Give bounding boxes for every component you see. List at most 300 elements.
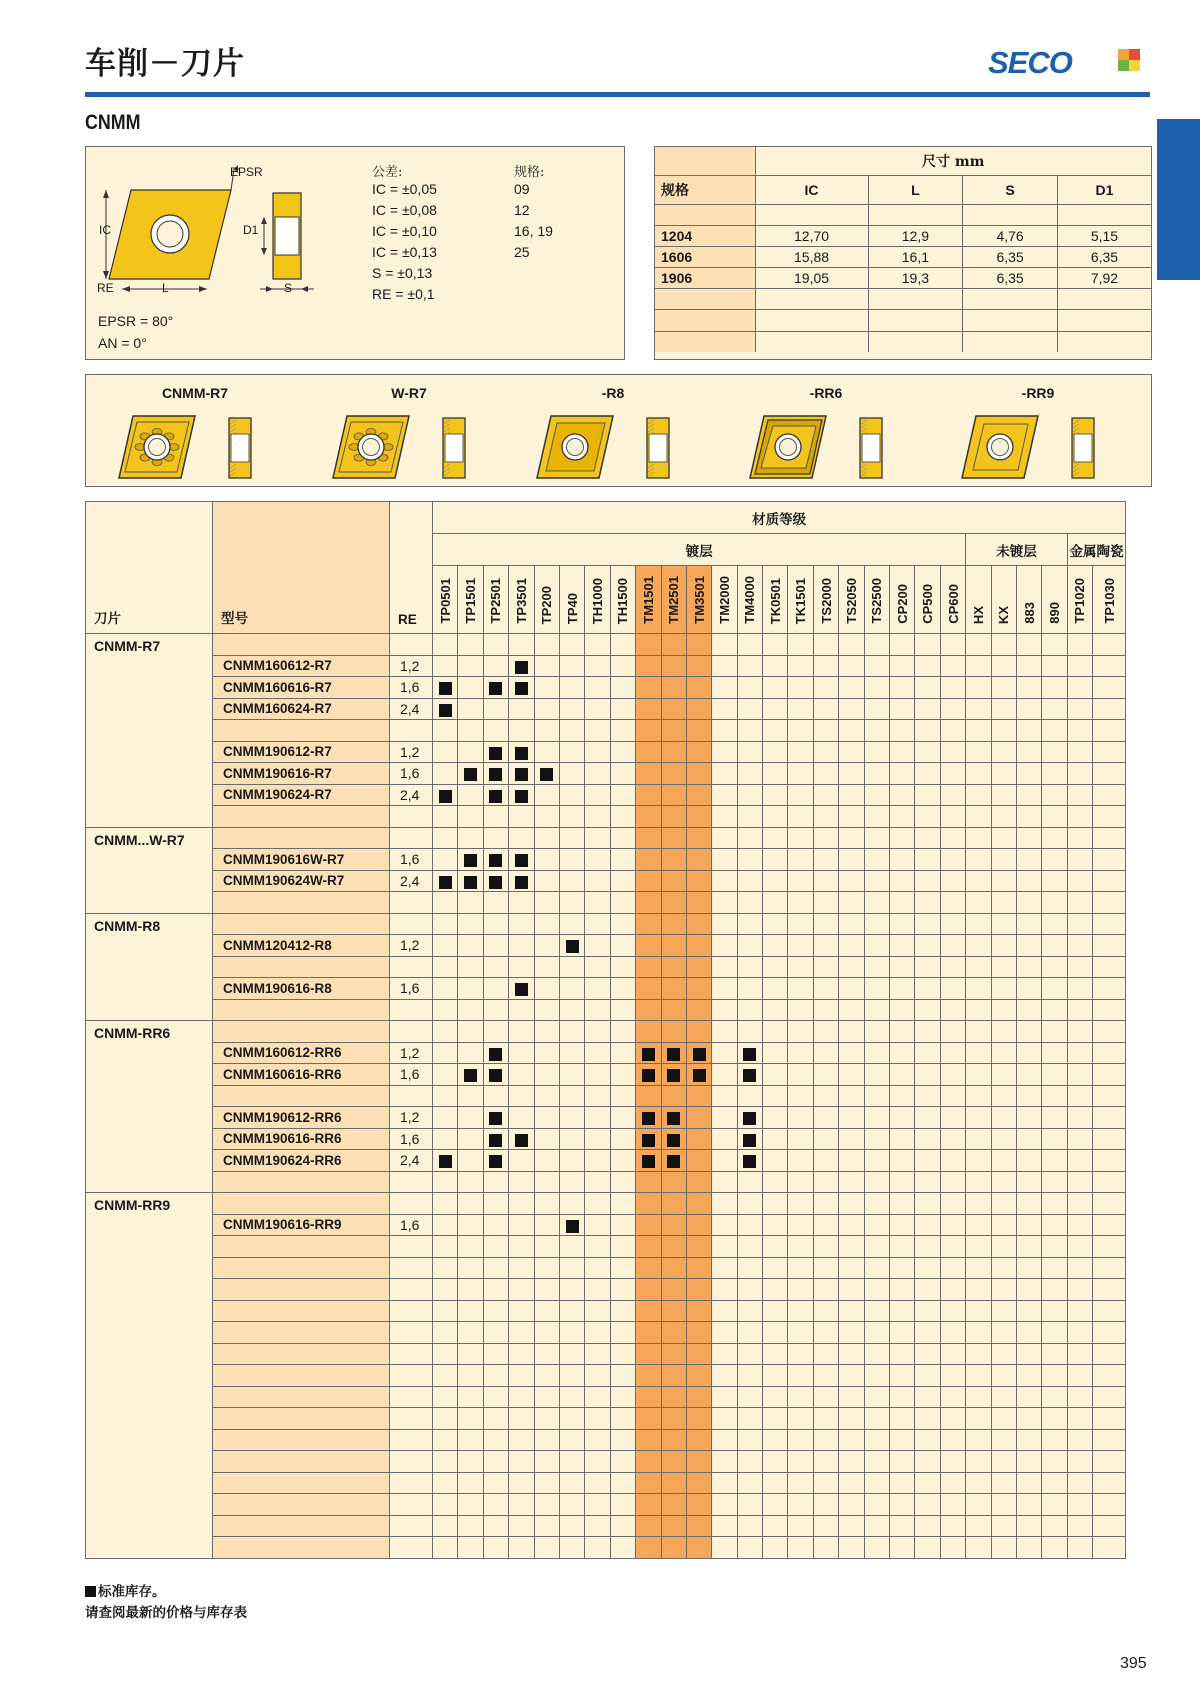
grade-cell xyxy=(610,1085,635,1107)
grade-cell xyxy=(991,1236,1016,1258)
grade-column-header xyxy=(1042,566,1067,634)
grade-cell xyxy=(458,763,483,785)
grade-cell xyxy=(940,1322,965,1344)
model-name: CNMM190616-RR9 xyxy=(223,1217,342,1233)
grade-cell xyxy=(839,1128,864,1150)
grade-cell xyxy=(636,978,661,1000)
grade-cell xyxy=(686,978,711,1000)
grade-cell xyxy=(915,978,940,1000)
grade-cell xyxy=(890,1494,915,1516)
grade-cell xyxy=(433,1386,458,1408)
stock-mark-icon xyxy=(566,1220,579,1233)
re-cell: 2,4 xyxy=(390,784,433,806)
grade-cell xyxy=(610,1236,635,1258)
grade-cell xyxy=(991,827,1016,849)
grade-cell xyxy=(1067,763,1092,785)
grade-cell xyxy=(890,1236,915,1258)
grade-cell xyxy=(966,849,991,871)
grade-cell xyxy=(686,806,711,828)
grade-cell xyxy=(1016,870,1041,892)
grade-cell xyxy=(433,1042,458,1064)
grade-cell xyxy=(458,1365,483,1387)
grade-cell xyxy=(686,1365,711,1387)
grade-cell xyxy=(940,1107,965,1129)
grade-cell xyxy=(610,1386,635,1408)
grade-cell xyxy=(712,784,737,806)
grade-cell xyxy=(559,1064,584,1086)
grade-cell xyxy=(813,1365,838,1387)
grade-cell xyxy=(585,741,610,763)
grade-cell xyxy=(636,1042,661,1064)
grade-cell xyxy=(458,1494,483,1516)
grade-cell xyxy=(788,1021,813,1043)
grade-cell xyxy=(1016,1537,1041,1559)
grade-cell xyxy=(1093,1150,1126,1172)
table-row xyxy=(86,1494,1126,1516)
grade-cell xyxy=(661,870,686,892)
grade-cell xyxy=(661,1214,686,1236)
grade-cell xyxy=(610,1021,635,1043)
grade-cell xyxy=(534,978,559,1000)
grade-cell xyxy=(839,1322,864,1344)
grade-cell xyxy=(610,935,635,957)
grade-cell xyxy=(686,1472,711,1494)
grade-cell xyxy=(636,1386,661,1408)
grade-cell xyxy=(1016,935,1041,957)
grade-cell xyxy=(1016,1408,1041,1430)
grade-cell xyxy=(1093,1386,1126,1408)
grade-cell xyxy=(940,1494,965,1516)
grade-cell xyxy=(534,935,559,957)
grade-cell xyxy=(991,1193,1016,1215)
section-title: CNMM xyxy=(85,111,141,134)
grade-cell xyxy=(1016,677,1041,699)
table-row xyxy=(86,1451,1126,1473)
grade-cell xyxy=(788,1300,813,1322)
grade-cell xyxy=(661,1451,686,1473)
grade-cell xyxy=(483,655,508,677)
grade-cell xyxy=(458,1085,483,1107)
grade-cell xyxy=(915,1515,940,1537)
grade-cell xyxy=(712,913,737,935)
grade-cell xyxy=(763,806,788,828)
grade-cell xyxy=(839,1279,864,1301)
model-cell xyxy=(213,1408,390,1430)
grade-cell xyxy=(864,1021,889,1043)
grade-cell xyxy=(559,1429,584,1451)
grade-cell xyxy=(686,677,711,699)
grade-cell xyxy=(712,1386,737,1408)
model-cell xyxy=(213,956,390,978)
grade-cell xyxy=(763,1021,788,1043)
model-cell xyxy=(213,1537,390,1559)
grade-cell xyxy=(509,698,534,720)
grade-column-label: 883 xyxy=(1021,602,1037,624)
grade-cell xyxy=(1016,1494,1041,1516)
grade-cell xyxy=(991,1494,1016,1516)
grade-cell xyxy=(458,1408,483,1430)
grade-cell xyxy=(509,1257,534,1279)
grade-cell xyxy=(991,1128,1016,1150)
grade-cell xyxy=(890,1279,915,1301)
grade-cell xyxy=(1093,1042,1126,1064)
grade-cell xyxy=(458,1515,483,1537)
family-cell: CNMM-RR9 xyxy=(86,1193,213,1559)
grade-cell xyxy=(763,1494,788,1516)
label-d1: D1 xyxy=(243,223,259,237)
grade-cell xyxy=(864,1386,889,1408)
grade-cell xyxy=(636,1365,661,1387)
grade-cell xyxy=(534,1537,559,1559)
grade-cell xyxy=(483,1451,508,1473)
grade-cell xyxy=(1093,892,1126,914)
re-cell xyxy=(390,1236,433,1258)
grade-cell xyxy=(534,827,559,849)
grade-cell xyxy=(1042,1451,1067,1473)
grade-cell xyxy=(433,1537,458,1559)
grade-cell xyxy=(458,1386,483,1408)
epsr-value: EPSR = 80° xyxy=(98,313,174,329)
grade-cell xyxy=(788,1279,813,1301)
grade-cell xyxy=(534,698,559,720)
model-cell xyxy=(213,806,390,828)
grade-cell xyxy=(839,1150,864,1172)
grade-cell xyxy=(661,1064,686,1086)
grade-cell xyxy=(1016,1472,1041,1494)
grade-cell xyxy=(839,1193,864,1215)
geometry-insert-icon xyxy=(533,414,713,480)
stock-mark-icon xyxy=(515,876,528,889)
grade-cell xyxy=(433,1021,458,1043)
grade-cell xyxy=(813,1107,838,1129)
re-cell xyxy=(390,956,433,978)
grade-cell xyxy=(788,935,813,957)
grade-cell xyxy=(661,913,686,935)
grade-cell xyxy=(509,1451,534,1473)
grade-cell xyxy=(737,1085,762,1107)
grade-cell xyxy=(813,677,838,699)
re-cell xyxy=(390,1257,433,1279)
grade-cell xyxy=(788,1085,813,1107)
stock-mark-icon xyxy=(515,682,528,695)
grade-cell xyxy=(661,806,686,828)
grade-cell xyxy=(1042,892,1067,914)
grade-cell xyxy=(458,1193,483,1215)
grade-cell xyxy=(686,1386,711,1408)
grade-cell xyxy=(509,720,534,742)
grade-cell xyxy=(433,1214,458,1236)
grade-cell xyxy=(966,935,991,957)
grade-cell xyxy=(661,935,686,957)
grade-column-header xyxy=(483,566,508,634)
table-row xyxy=(86,1236,1126,1258)
grade-cell xyxy=(940,1300,965,1322)
grade-cell xyxy=(483,634,508,656)
grade-cell xyxy=(458,741,483,763)
re-cell: 2,4 xyxy=(390,870,433,892)
grade-cell xyxy=(1067,741,1092,763)
grade-cell xyxy=(966,741,991,763)
grade-cell xyxy=(458,1279,483,1301)
stock-mark-icon xyxy=(642,1069,655,1082)
label-s: S xyxy=(284,281,293,295)
grade-cell xyxy=(509,1236,534,1258)
grade-cell xyxy=(940,935,965,957)
dim-column-header: S xyxy=(963,175,1058,204)
grade-cell xyxy=(686,870,711,892)
grade-cell xyxy=(966,1494,991,1516)
grade-cell xyxy=(763,1365,788,1387)
grade-cell xyxy=(433,1107,458,1129)
grade-cell xyxy=(788,1343,813,1365)
grade-cell xyxy=(890,1365,915,1387)
grade-cell xyxy=(686,1300,711,1322)
grade-cell xyxy=(1016,806,1041,828)
model-cell xyxy=(213,1343,390,1365)
geometry-label: -RR9 xyxy=(1021,385,1055,401)
grade-cell xyxy=(534,1494,559,1516)
grade-cell xyxy=(890,849,915,871)
grade-cell xyxy=(966,784,991,806)
grade-cell xyxy=(509,913,534,935)
grade-column-label: TS2000 xyxy=(818,578,834,624)
grade-cell xyxy=(1067,1365,1092,1387)
grade-cell xyxy=(991,1021,1016,1043)
grade-cell xyxy=(915,1279,940,1301)
grade-cell xyxy=(559,1150,584,1172)
grade-cell xyxy=(712,1021,737,1043)
grade-cell xyxy=(966,1515,991,1537)
grade-cell xyxy=(737,1537,762,1559)
grade-cell xyxy=(686,1408,711,1430)
grade-cell xyxy=(686,1214,711,1236)
grade-cell xyxy=(610,1408,635,1430)
grade-cell xyxy=(839,870,864,892)
grade-cell xyxy=(966,634,991,656)
grade-cell xyxy=(966,763,991,785)
grade-cell xyxy=(585,1365,610,1387)
grade-cell xyxy=(585,1322,610,1344)
grade-cell xyxy=(737,784,762,806)
grade-column-label: TM4000 xyxy=(742,576,758,624)
model-cell xyxy=(213,698,390,720)
grade-cell xyxy=(737,827,762,849)
grade-cell xyxy=(483,806,508,828)
grade-cell xyxy=(509,763,534,785)
grade-cell xyxy=(864,1494,889,1516)
grade-column-header xyxy=(712,566,737,634)
grade-cell xyxy=(534,1064,559,1086)
grade-cell xyxy=(915,1064,940,1086)
grade-cell xyxy=(839,806,864,828)
grade-cell xyxy=(483,741,508,763)
model-cell xyxy=(213,784,390,806)
grade-cell xyxy=(991,870,1016,892)
grade-cell xyxy=(763,935,788,957)
grade-cell xyxy=(788,720,813,742)
grade-column-label: KX xyxy=(996,605,1012,624)
grade-cell xyxy=(890,913,915,935)
re-cell xyxy=(390,1193,433,1215)
grade-cell xyxy=(813,1064,838,1086)
re-cell: 1,2 xyxy=(390,741,433,763)
grade-cell xyxy=(686,720,711,742)
grade-cell xyxy=(966,1322,991,1344)
grade-cell xyxy=(483,784,508,806)
grade-cell xyxy=(585,1042,610,1064)
grade-cell xyxy=(433,1085,458,1107)
grade-cell xyxy=(458,1257,483,1279)
grade-cell xyxy=(686,1021,711,1043)
grade-cell xyxy=(610,655,635,677)
grade-cell xyxy=(966,892,991,914)
grade-cell xyxy=(559,1300,584,1322)
grade-cell xyxy=(534,763,559,785)
grade-cell xyxy=(813,720,838,742)
grade-cell xyxy=(991,763,1016,785)
grade-cell xyxy=(1016,655,1041,677)
grade-cell xyxy=(839,1386,864,1408)
grade-cell xyxy=(940,634,965,656)
grade-cell xyxy=(458,1343,483,1365)
grade-cell xyxy=(559,827,584,849)
grade-cell xyxy=(788,849,813,871)
dim-value: 19,3 xyxy=(868,268,963,289)
grade-cell xyxy=(839,634,864,656)
grade-cell xyxy=(813,849,838,871)
dim-column-row xyxy=(655,175,1151,204)
dim-value: 4,76 xyxy=(963,225,1058,246)
grade-cell xyxy=(915,1494,940,1516)
table-row xyxy=(86,1193,1126,1215)
grade-cell xyxy=(534,1472,559,1494)
grade-cell xyxy=(1042,1021,1067,1043)
grade-cell xyxy=(686,763,711,785)
grade-cell xyxy=(1067,1257,1092,1279)
grade-cell xyxy=(509,935,534,957)
grade-cell xyxy=(610,1193,635,1215)
grade-cell xyxy=(813,1472,838,1494)
re-cell xyxy=(390,1300,433,1322)
grade-cell xyxy=(864,720,889,742)
spec-box xyxy=(85,146,625,360)
grade-cell xyxy=(813,999,838,1021)
grade-cell xyxy=(458,892,483,914)
grade-cell xyxy=(966,978,991,1000)
grade-cell xyxy=(712,1322,737,1344)
grade-cell xyxy=(636,1107,661,1129)
grade-cell xyxy=(737,677,762,699)
model-name: CNMM160616-R7 xyxy=(223,679,332,695)
grade-cell xyxy=(483,1042,508,1064)
size-header: 规格: xyxy=(514,165,545,180)
grade-cell xyxy=(940,1085,965,1107)
model-name: CNMM190624W-R7 xyxy=(223,873,345,889)
grade-cell xyxy=(915,1150,940,1172)
grade-cell xyxy=(1093,956,1126,978)
grade-cell xyxy=(1016,1042,1041,1064)
grade-cell xyxy=(890,1472,915,1494)
grade-cell xyxy=(1067,1021,1092,1043)
grade-cell xyxy=(636,1537,661,1559)
grade-cell xyxy=(534,677,559,699)
grade-cell xyxy=(915,870,940,892)
grade-cell xyxy=(509,741,534,763)
grade-cell xyxy=(458,1214,483,1236)
grade-cell xyxy=(686,827,711,849)
model-cell xyxy=(213,1257,390,1279)
grade-cell xyxy=(1067,1193,1092,1215)
table-row xyxy=(86,892,1126,914)
side-tab xyxy=(1157,119,1200,280)
grade-cell xyxy=(636,1236,661,1258)
grade-cell xyxy=(763,1064,788,1086)
grade-cell xyxy=(788,1386,813,1408)
grade-cell xyxy=(940,698,965,720)
grade-cell xyxy=(839,827,864,849)
model-cell xyxy=(213,892,390,914)
grade-cell xyxy=(1042,1365,1067,1387)
re-cell xyxy=(390,1279,433,1301)
re-cell: 1,2 xyxy=(390,655,433,677)
grade-cell xyxy=(1067,1537,1092,1559)
grade-cell xyxy=(509,1386,534,1408)
stock-mark-icon xyxy=(743,1155,756,1168)
grade-cell xyxy=(483,913,508,935)
grade-cell xyxy=(991,935,1016,957)
dim-blank-cell xyxy=(963,310,1058,331)
dim-blank-cell xyxy=(755,310,868,331)
grade-cell xyxy=(1067,698,1092,720)
grade-cell xyxy=(636,1408,661,1430)
stock-mark-icon xyxy=(489,768,502,781)
grade-column-header xyxy=(991,566,1016,634)
grade-cell xyxy=(636,827,661,849)
grade-cell xyxy=(788,1472,813,1494)
grade-cell xyxy=(813,1537,838,1559)
model-name: CNMM190624-RR6 xyxy=(223,1152,342,1168)
stock-mark-icon xyxy=(489,790,502,803)
dim-value: 6,35 xyxy=(1057,246,1151,267)
dim-value: 15,88 xyxy=(755,246,868,267)
grade-cell xyxy=(559,1128,584,1150)
grade-cell xyxy=(483,720,508,742)
grade-cell xyxy=(585,784,610,806)
grade-cell xyxy=(1067,849,1092,871)
dim-size-label: 规格 xyxy=(655,175,755,204)
grade-cell xyxy=(966,913,991,935)
re-cell xyxy=(390,806,433,828)
grade-cell xyxy=(458,784,483,806)
grade-cell xyxy=(534,892,559,914)
grade-cell xyxy=(458,956,483,978)
grade-cell xyxy=(661,1343,686,1365)
grade-cell xyxy=(788,999,813,1021)
grade-cell xyxy=(433,1343,458,1365)
grade-cell xyxy=(839,1537,864,1559)
re-cell xyxy=(390,1322,433,1344)
grade-cell xyxy=(813,1257,838,1279)
grade-cell xyxy=(636,698,661,720)
dim-unit-header: 尺寸 mm xyxy=(755,147,1151,175)
grade-cell xyxy=(534,1214,559,1236)
model-cell xyxy=(213,1322,390,1344)
grade-cell xyxy=(813,935,838,957)
model-cell xyxy=(213,1150,390,1172)
grade-cell xyxy=(636,1214,661,1236)
grade-cell xyxy=(991,1365,1016,1387)
grade-column-header xyxy=(1067,566,1092,634)
